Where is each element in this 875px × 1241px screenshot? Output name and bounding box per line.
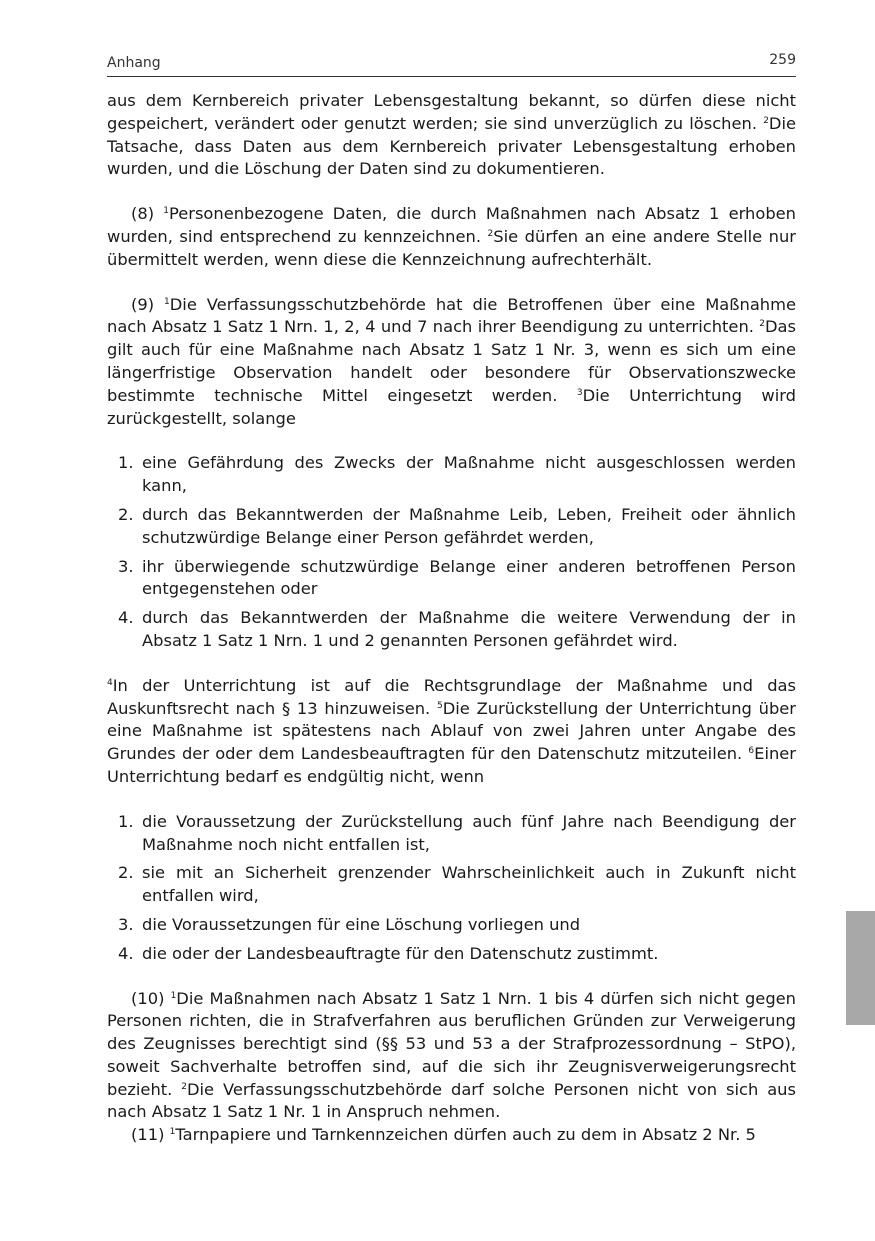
- paragraph-9: (9) $^1$Die Verfassungsschutzbehörde hat die Betroffenen über eine Maßnahme nach Absatz 1 Satz 1 Nrn. 1, 2, 4 und 7 nach ihrer Beendigung zu unterrichten. $^2$Das gilt auch für eine Maßnahme nach Absatz 1 Satz 1 Nr. 3, wenn es sich um eine längerfristige Observation handelt oder besondere für Observationszwecke bestimmte technische Mittel eingesetzt werden. $^3$Die Unterrichtung wird zurückgestellt, solange: [107, 294, 796, 428]
- chapter-thumb-tab: [846, 911, 875, 1025]
- list-item: 3. die Voraussetzungen für eine Löschung vorliegen und: [118, 914, 581, 934]
- paragraph-label: (8): [131, 204, 164, 224]
- list-item: 2. sie mit an Sicherheit grenzender Wahrscheinlichkeit auch in Zukunft nicht entfallen wird,: [118, 863, 796, 906]
- body-text: [107, 90, 796, 1147]
- paragraph-label: (10): [131, 988, 171, 1008]
- numbered-list-deferral: [107, 452, 796, 652]
- paragraph-label: (11): [131, 1125, 170, 1145]
- page-number: 259: [769, 52, 796, 68]
- list-item: 3. ihr überwiegende schutzwürdige Belange einer anderen betroffenen Person entgegenstehen oder: [118, 556, 796, 599]
- paragraph-intro: aus dem Kernbereich privater Lebensgestaltung bekannt, so dürfen diese nicht gespeichert, verändert oder genutzt werden; sie sind unverzüglich zu löschen. $^2$Die Tatsache, dass Daten aus dem Kernbereich privater Lebensgestaltung erhoben wurden, und die Löschung der Daten sind zu dokumentieren.: [107, 91, 796, 179]
- list-item: 4. durch das Bekanntwerden der Maßnahme die weitere Verwendung der in Absatz 1 Satz 1 Nrn. 1 und 2 genannten Personen gefährdet wird.: [118, 608, 796, 650]
- list-item: 1. die Voraussetzung der Zurückstellung auch fünf Jahre nach Beendigung der Maßnahme noch nicht entfallen ist,: [118, 811, 796, 854]
- numbered-list-final: [107, 811, 796, 966]
- list-item: 1. eine Gefährdung des Zwecks der Maßnahme nicht ausgeschlossen werden kann,: [118, 453, 796, 496]
- paragraph-label: (9): [131, 294, 165, 314]
- list-item: 4. die oder der Landesbeauftragte für den Datenschutz zustimmt.: [118, 943, 659, 963]
- paragraph-10: (10) $^1$Die Maßnahmen nach Absatz 1 Satz 1 Nrn. 1 bis 4 dürfen sich nicht gegen Personen richten, die in Strafverfahren aus beruflichen Gründen zur Verweigerung des Zeugnisses berechtigt sind (§§ 53 und 53 a der Strafprozessordnung – StPO), soweit Sachverhalte betroffen sind, auf die sich ihr Zeugnisverweigerungsrecht bezieht. $^2$Die Verfassungsschutzbehörde darf solche Personen nicht von sich aus nach Absatz 1 Satz 1 Nr. 1 in Anspruch nehmen.: [107, 988, 796, 1122]
- list-item: 2. durch das Bekanntwerden der Maßnahme Leib, Leben, Freiheit oder ähnlich schutzwürdige Belange einer Person gefährdet werden,: [118, 504, 796, 547]
- paragraph-11: (11) $^1$Tarnpapiere und Tarnkennzeichen dürfen auch zu dem in Absatz 2 Nr. 5: [131, 1125, 756, 1145]
- running-header: [107, 52, 796, 77]
- paragraph-8: (8) $^1$Personenbezogene Daten, die durch Maßnahmen nach Absatz 1 erhoben wurden, sind entsprechend zu kennzeichnen. $^2$Sie dürfen an eine andere Stelle nur übermittelt werden, wenn diese die Kennzeichnung aufrechterhält.: [107, 204, 796, 269]
- paragraph-9-continued: $^4$In der Unterrichtung ist auf die Rechtsgrundlage der Maßnahme und das Auskunftsrecht nach § 13 hinzuweisen. $^5$Die Zurückstellung der Unterrichtung über eine Maßnahme ist spätestens nach Ablauf von zwei Jahren unter Angabe des Grundes der oder dem Landesbeauftragten für den Datenschutz mitzuteilen. $^6$Einer Unterrichtung bedarf es endgültig nicht, wenn: [107, 675, 797, 786]
- running-title: Anhang: [107, 55, 161, 71]
